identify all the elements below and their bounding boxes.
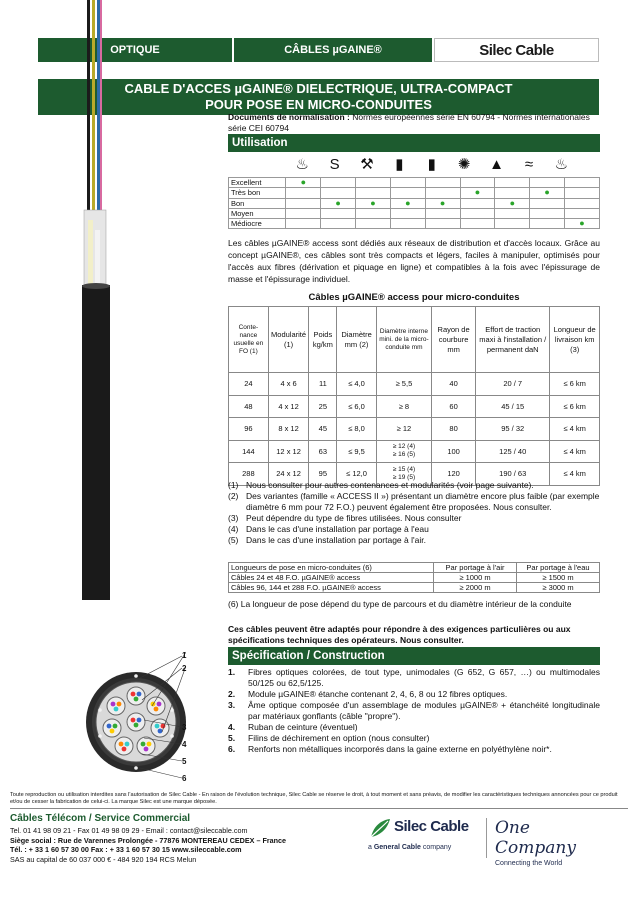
note-item: (5) Dans le cas d'une installation par portage à l'air. [228, 535, 426, 545]
spec-cell: 288 [229, 463, 269, 486]
spec-cell: ≤ 4 km [550, 418, 600, 441]
footer-logo-name: Silec Cable [394, 818, 469, 835]
title-line-2: POUR POSE EN MICRO-CONDUITES [205, 97, 432, 112]
usage-cell: ● [425, 198, 460, 208]
brand-logo: Silec Cable [434, 38, 599, 62]
footer-phone-web: Tél. : + 33 1 60 57 30 00 Fax : + 33 1 60 57 30 15 www.sileccable.com [10, 845, 242, 854]
spec-cell: ≤ 12,0 [337, 463, 377, 486]
category-cables: CÂBLES µGAINE® [234, 38, 434, 62]
usage-rating-table [228, 177, 600, 229]
usage-cell [530, 208, 565, 218]
callout-6: 6 [182, 774, 187, 783]
usage-cell [565, 208, 600, 218]
category-optique: OPTIQUE [38, 38, 234, 62]
usage-cell [565, 178, 600, 188]
usage-row [229, 188, 600, 198]
section-utilisation-heading: Utilisation [228, 134, 600, 152]
usage-row-label: Très bon [229, 188, 286, 198]
usage-cell: ● [390, 198, 425, 208]
oil-drop-icon: ▲ [489, 155, 504, 173]
usage-row [229, 208, 600, 218]
length-cell: ≥ 2000 m [434, 583, 517, 593]
usage-icons-row [228, 152, 600, 176]
hot-thermometer-icon: ▮ [427, 156, 436, 173]
spec-cell: ≤ 9,5 [337, 440, 377, 463]
hammer-icon: ⚒ [360, 156, 374, 173]
one-company-script: One Company [495, 818, 576, 858]
spec-cell: 190 / 63 [476, 463, 550, 486]
footer-address: Siège social : Rue de Varennes Prolongée - 77876 MONTEREAU CEDEX – France [10, 835, 287, 845]
usage-cell [390, 219, 425, 229]
usage-cell [460, 178, 495, 188]
usage-cell: ● [460, 188, 495, 198]
usage-cell [565, 198, 600, 208]
spec-cell: 24 [229, 373, 269, 396]
title-line-1: CABLE D'ACCES µGAINE® DIELECTRIQUE, ULTRA-COMPACT [124, 81, 513, 96]
footer-phone-email: Tel. 01 41 98 09 21 - Fax 01 49 98 09 29 - Email : contact@sileccable.com [10, 826, 248, 835]
spec-cell: 20 / 7 [476, 373, 550, 396]
usage-cell [495, 219, 530, 229]
spec-cell: 45 / 15 [476, 395, 550, 418]
usage-cell [530, 219, 565, 229]
construction-item: 3. Âme optique composée d'un assemblage de modules µGAINE® + étanchéité longitudinale par matériaux gonflants (câble "propre"). [228, 700, 600, 721]
adaptation-note: Ces câbles peuvent être adaptés pour répondre à des exigences particulières ou aux spécifications techniques des opérateurs. Nous consulter. [228, 624, 571, 645]
water-waves-icon: ≈ [524, 155, 534, 173]
spec-table-title: Câbles µGAINE® access pour micro-conduites [308, 292, 520, 303]
usage-cell: ● [530, 188, 565, 198]
spec-cell: 63 [309, 440, 337, 463]
docs-text: Normes européennes série EN 60794 - Normes internationales série CEI 60794 [228, 112, 590, 133]
fiber-strand [92, 0, 95, 225]
spec-cell: 95 [309, 463, 337, 486]
length-cell: Câbles 96, 144 et 288 F.O. µGAINE® access [229, 583, 434, 593]
spec-row [229, 440, 600, 463]
spec-cell: ≥ 15 (4) ≥ 19 (5) [376, 463, 431, 486]
usage-cell: ● [286, 178, 321, 188]
usage-row [229, 219, 600, 229]
usage-cell [390, 178, 425, 188]
note-item: (3) Peut dépendre du type de fibres utilisées. Nous consulter [228, 513, 462, 523]
cold-thermometer-icon: ▮ [395, 156, 404, 173]
usage-cell [390, 208, 425, 218]
sun-icon: ✺ [457, 156, 471, 173]
one-company-tagline: Connecting the World [495, 860, 563, 867]
usage-icons-spacer [228, 152, 286, 176]
note-item: (2) Des variantes (famille « ACCESS II ») présentant un diamètre encore plus faible (par exemple diamètre 6 mm pour 72 F.O.) peuvent également être proposées. Nous consulter. [228, 491, 600, 512]
length-table [228, 562, 600, 593]
usage-cell [321, 219, 356, 229]
usage-cell [286, 188, 321, 198]
spec-cell: 125 / 40 [476, 440, 550, 463]
fire-icon: ♨ [554, 156, 569, 173]
usage-cell [495, 208, 530, 218]
spec-cell: 100 [432, 440, 476, 463]
spec-row [229, 373, 600, 396]
spec-column-header: Rayon de courbure mm [432, 307, 476, 373]
usage-cell [321, 188, 356, 198]
one-company-logo [486, 818, 606, 867]
usage-cell [356, 188, 391, 198]
callout-3: 3 [182, 723, 187, 732]
length-cell: ≥ 1000 m [434, 573, 517, 583]
construction-item: 6. Renforts non métalliques incorporés dans la gaine externe en polyéthylène noir*. [228, 744, 552, 754]
length-cell: ≥ 1500 m [517, 573, 600, 583]
spec-cell: 60 [432, 395, 476, 418]
spec-cell: 8 x 12 [268, 418, 309, 441]
callout-2: 2 [182, 664, 187, 673]
spec-column-header: Modularité (1) [268, 307, 309, 373]
footer-contact [10, 812, 370, 864]
fiber-strand [87, 0, 90, 215]
usage-cell [460, 198, 495, 208]
length-header-cell: Par portage à l'eau [517, 563, 600, 573]
length-row [229, 583, 600, 593]
usage-cell [425, 188, 460, 198]
module-tube [95, 230, 100, 290]
construction-item: 4. Ruban de ceinture (éventuel) [228, 722, 358, 732]
normalisation-documents [228, 112, 600, 134]
outer-jacket [82, 285, 110, 600]
spec-cell: ≤ 4,0 [337, 373, 377, 396]
usage-cell: ● [565, 219, 600, 229]
spec-column-header: Longueur de livraison km (3) [550, 307, 600, 373]
spec-table [228, 306, 600, 486]
spec-cell: ≤ 4 km [550, 440, 600, 463]
usage-row-label: Bon [229, 198, 286, 208]
spec-cell: ≤ 6,0 [337, 395, 377, 418]
usage-cell [286, 219, 321, 229]
spec-cell: 45 [309, 418, 337, 441]
note-6: (6) La longueur de pose dépend du type de parcours et du diamètre intérieur de la conduite [228, 599, 572, 609]
length-row [229, 573, 600, 583]
length-cell: Câbles 24 et 48 F.O. µGAINE® access [229, 573, 434, 583]
spec-cell: 12 x 12 [268, 440, 309, 463]
construction-list [228, 667, 600, 755]
usage-cell [460, 219, 495, 229]
spec-cell: 144 [229, 440, 269, 463]
spec-cell: ≥ 5,5 [376, 373, 431, 396]
callout-5: 5 [182, 757, 187, 766]
spec-cell: 120 [432, 463, 476, 486]
usage-cell [425, 219, 460, 229]
spec-column-header: Diamètre interne mini. de la micro-conduite mm [376, 307, 431, 373]
footer-title: Câbles Télécom / Service Commercial [10, 813, 191, 824]
spec-cell: 95 / 32 [476, 418, 550, 441]
hook-icon: S [329, 155, 340, 173]
spec-column-header: Effort de traction maxi à l'installation / permanent daN [476, 307, 550, 373]
usage-cell [425, 178, 460, 188]
note-item: (4) Dans le cas d'une installation par portage à l'eau [228, 524, 429, 534]
construction-item: 2. Module µGAINE® étanche contenant 2, 4, 6, 8 ou 12 fibres optiques. [228, 689, 508, 699]
spec-cell: ≥ 12 [376, 418, 431, 441]
spec-row [229, 418, 600, 441]
spec-cell: ≤ 6 km [550, 395, 600, 418]
section-construction-heading: Spécification / Construction [228, 647, 600, 665]
spec-cell: 40 [432, 373, 476, 396]
spec-cell: ≤ 6 km [550, 373, 600, 396]
cable-illustration [36, 0, 226, 600]
legal-disclaimer: Toute reproduction ou utilisation interdites sans l'autorisation de Silec Cable - En raison de l'évolution technique, Silec Cable se réserve le droit, à tout moment et sans préavis, de modifier les caractéristiques techniques annoncées pour ce produit et/ou de cesser la fabrication de celui-ci. La marque Silec est une marque déposée. [10, 792, 618, 805]
construction-item: 1. Fibres optiques colorées, de tout type, unimodales (G 652, G 657, …) ou multimodales 50/125 ou 62,5/125. [228, 667, 600, 688]
spec-cell: ≥ 8 [376, 395, 431, 418]
usage-cell: ● [495, 198, 530, 208]
length-cell: ≥ 3000 m [517, 583, 600, 593]
usage-cell [530, 178, 565, 188]
length-header-cell: Par portage à l'air [434, 563, 517, 573]
spec-column-header: Diamètre mm (2) [337, 307, 377, 373]
spec-cell: 24 x 12 [268, 463, 309, 486]
usage-cell: ● [321, 198, 356, 208]
callout-4: 4 [182, 740, 187, 749]
usage-cell [321, 208, 356, 218]
callout-1: 1 [182, 651, 187, 660]
spec-column-header: Poids kg/km [309, 307, 337, 373]
spec-cell: 48 [229, 395, 269, 418]
usage-row-label: Moyen [229, 208, 286, 218]
usage-row-label: Médiocre [229, 219, 286, 229]
spec-cell: 25 [309, 395, 337, 418]
usage-row [229, 198, 600, 208]
spec-notes [228, 480, 600, 546]
spec-cell: ≥ 12 (4) ≥ 16 (5) [376, 440, 431, 463]
spec-cell: 11 [309, 373, 337, 396]
usage-row-label: Excellent [229, 178, 286, 188]
usage-cell [321, 178, 356, 188]
fiber-strand [100, 0, 102, 230]
usage-cell [565, 188, 600, 198]
footer-logo-sub: a General Cable company [368, 844, 452, 851]
jacket-end [82, 283, 110, 289]
footer-company-info: SAS au capital de 60 037 000 € - 484 920 194 RCS Melun [10, 854, 197, 864]
callout-leader-lines [140, 650, 187, 780]
usage-cell [390, 188, 425, 198]
footer-divider [10, 808, 628, 809]
spec-cell: 4 x 12 [268, 395, 309, 418]
silec-cable-logo [368, 815, 478, 860]
usage-cell [495, 188, 530, 198]
usage-cell [356, 219, 391, 229]
spec-cell: ≤ 4 km [550, 463, 600, 486]
silec-leaf-icon [368, 817, 392, 841]
spec-cell: 80 [432, 418, 476, 441]
spec-cell: 4 x 6 [268, 373, 309, 396]
usage-cell [460, 208, 495, 218]
usage-cell [530, 198, 565, 208]
construction-item: 5. Filins de déchirement en option (nous consulter) [228, 733, 430, 743]
note-item: (1) Nous consulter pour autres contenances et modularités (voir page suivante). [228, 480, 534, 490]
usage-cell [286, 208, 321, 218]
fiber-strand [97, 0, 100, 235]
usage-cell [286, 198, 321, 208]
spec-cell: ≤ 8,0 [337, 418, 377, 441]
docs-label: Documents de normalisation : [228, 112, 350, 122]
usage-row [229, 178, 600, 188]
usage-cell: ● [356, 198, 391, 208]
length-header-cell: Longueurs de pose en micro-conduites (6) [229, 563, 434, 573]
usage-cell [425, 208, 460, 218]
spec-column-header: Conte-nance usuelle en FO (1) [229, 307, 269, 373]
length-header-row [229, 563, 600, 573]
usage-cell [356, 178, 391, 188]
spec-row [229, 395, 600, 418]
flame-symbol-icon: ♨ [295, 156, 309, 173]
usage-cell [495, 178, 530, 188]
module-tube [88, 220, 93, 290]
spec-cell: 96 [229, 418, 269, 441]
intro-paragraph: Les câbles µGAINE® access sont dédiés aux réseaux de distribution et d'accès locaux. Grâce au concept µGAINE®, ces câbles sont très compacts et légers, faciles à manipuler, optimisés pour l'accès aux fibres (dérivation et piquage en ligne) et compatibles à la fois avec l'épissurage de masse et l'épissurage individuel. [228, 238, 600, 284]
usage-cell [356, 208, 391, 218]
